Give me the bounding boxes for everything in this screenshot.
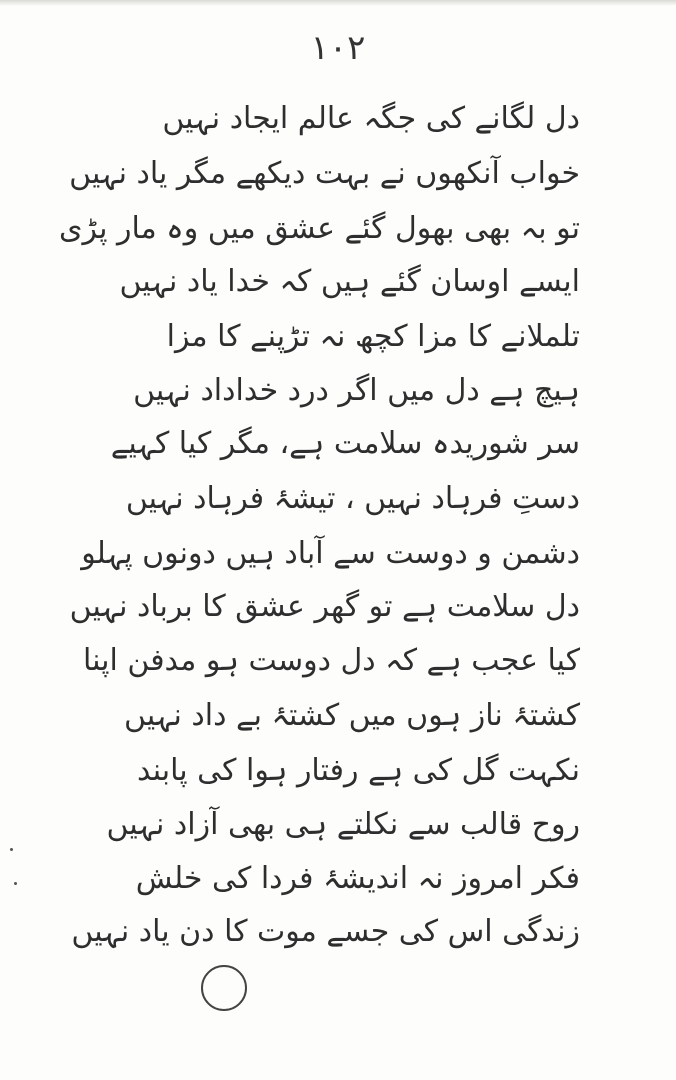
verse-line-11: کیا عجب ہے کہ دل دوست ہو مدفن اپنا xyxy=(82,643,580,678)
verse-line-16: زندگی اس کی جسے موت کا دن یاد نہیں xyxy=(71,914,580,949)
verse-line-5: تلملانے کا مزا کچھ نہ تڑپنے کا مزا xyxy=(166,319,580,354)
verse-line-4: ایسے اوسان گئے ہیں کہ خدا یاد نہیں xyxy=(119,264,580,299)
verse-line-13: نکہت گل کی ہے رفتار ہوا کی پابند xyxy=(137,753,580,788)
verse-line-2: خواب آنکھوں نے بہت دیکھے مگر یاد نہیں xyxy=(69,156,580,191)
verse-line-7: سر شوریدہ سلامت ہے، مگر کیا کہیے xyxy=(110,426,580,461)
page-number: ۱۰۲ xyxy=(310,28,366,68)
verse-line-10: دل سلامت ہے تو گھر عشق کا برباد نہیں xyxy=(69,589,580,624)
verse-line-1: دل لگانے کی جگہ عالم ایجاد نہیں xyxy=(162,101,580,136)
verse-line-9: دشمن و دوست سے آباد ہیں دونوں پہلو xyxy=(81,536,580,571)
ink-speck xyxy=(14,882,17,885)
verse-line-6: ہیچ ہے دل میں اگر درد خداداد نہیں xyxy=(133,373,580,408)
verse-line-12: کشتۂ ناز ہوں میں کشتۂ بے داد نہیں xyxy=(124,698,580,733)
verse-line-8: دستِ فرہاد نہیں ، تیشۂ فرہاد نہیں xyxy=(125,481,580,516)
page-edge-shadow xyxy=(0,0,676,6)
verse-line-14: روح قالب سے نکلتے ہی بھی آزاد نہیں xyxy=(106,807,580,842)
circle-mark xyxy=(201,965,247,1011)
ink-speck xyxy=(10,848,13,851)
verse-line-3: تو بہ بھی بھول گئے عشق میں وہ مار پڑی xyxy=(59,211,580,246)
verse-line-15: فکر امروز نہ اندیشۂ فردا کی خلش xyxy=(135,861,580,896)
